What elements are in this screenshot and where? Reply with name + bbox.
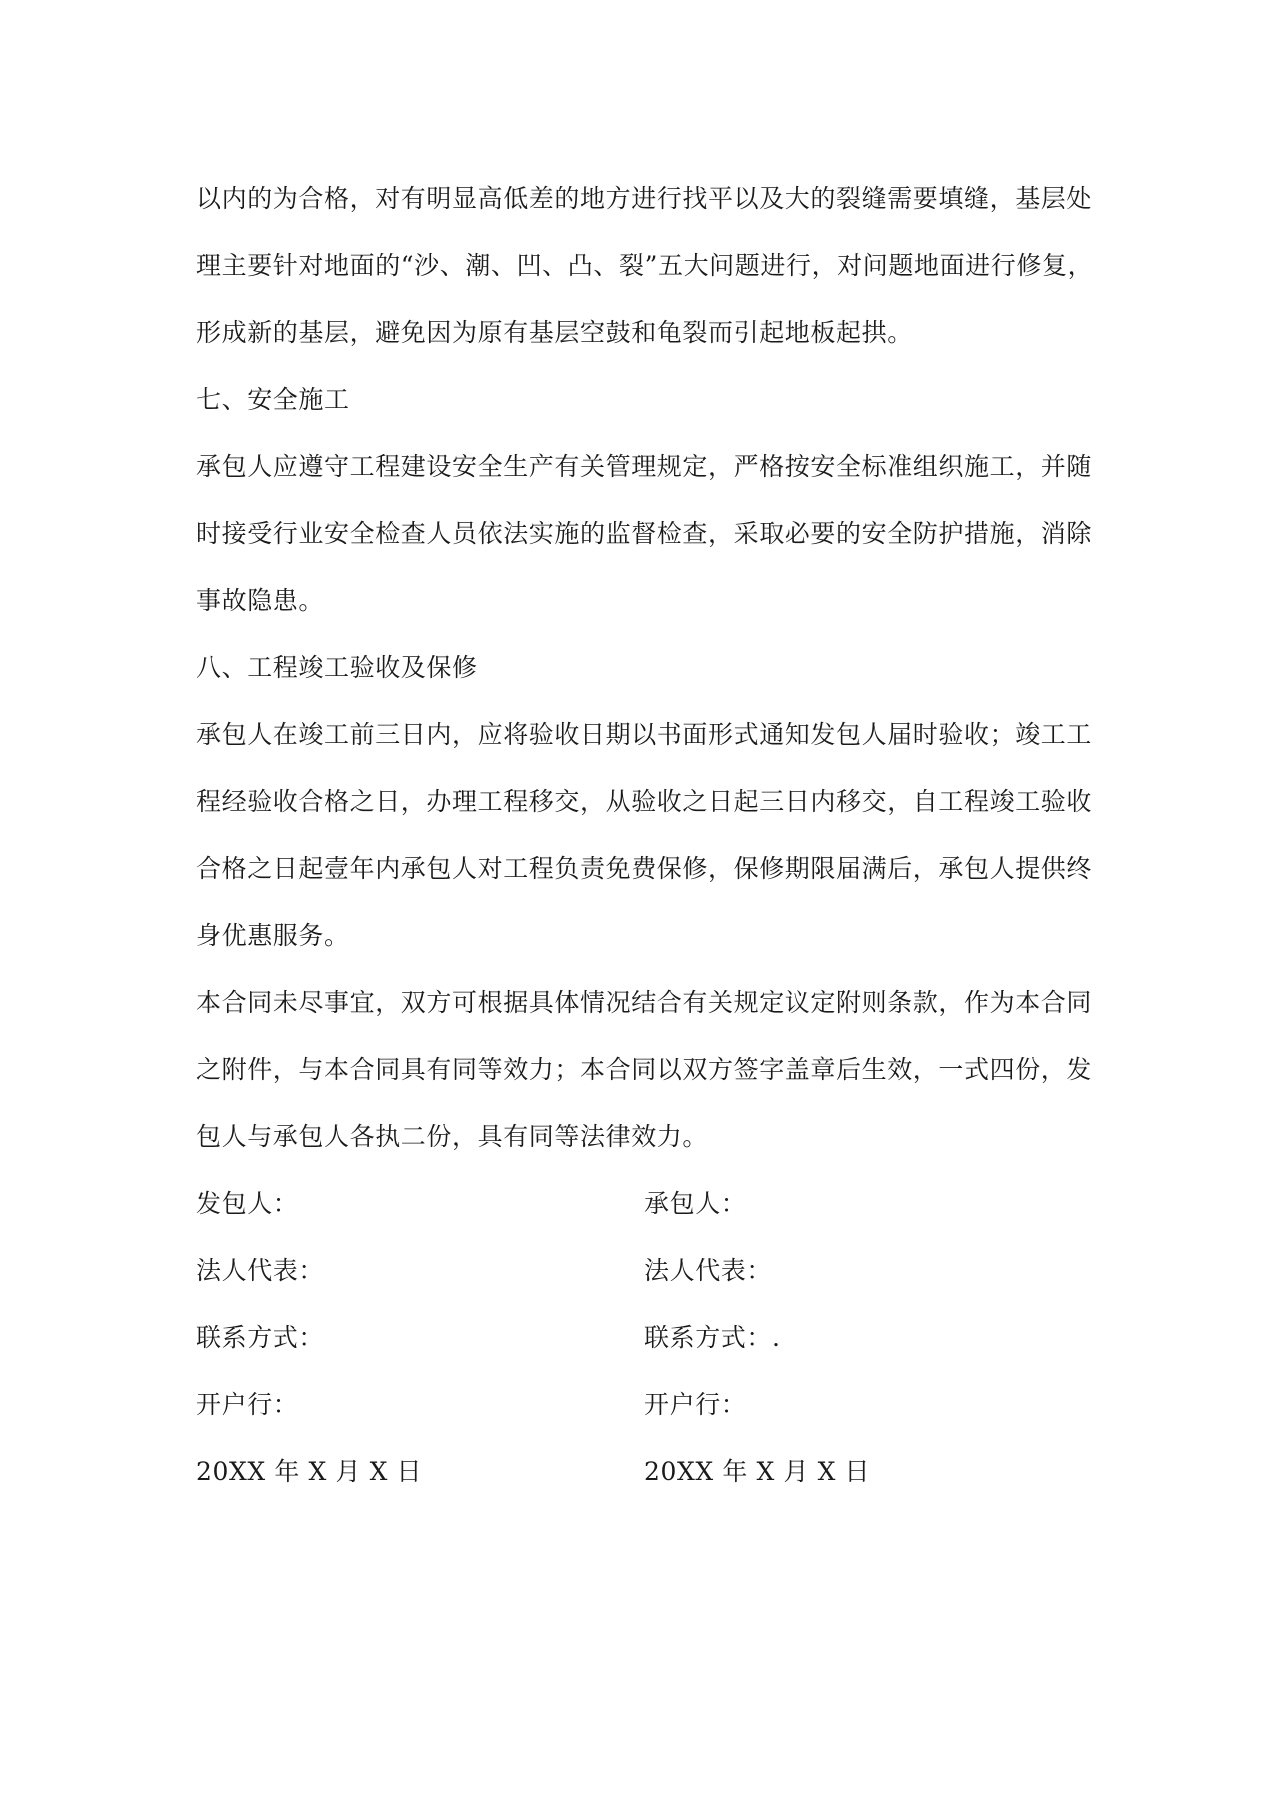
employer-legal-rep-label: 法人代表： — [196, 1256, 325, 1285]
section-7-heading: 七、安全施工 — [196, 385, 350, 414]
closing-line-2: 之附件，与本合同具有同等效力；本合同以双方签字盖章后生效，一式四份，发 — [196, 1055, 1093, 1084]
contractor-contact-label: 联系方式：. — [644, 1323, 781, 1352]
section-8-line-4: 身优惠服务。 — [196, 921, 350, 950]
contractor-date: 20XX 年 X 月 X 日 — [644, 1457, 871, 1486]
contractor-bank-label: 开户行： — [644, 1390, 747, 1419]
employer-label: 发包人： — [196, 1189, 299, 1218]
signature-block — [196, 1170, 1096, 1505]
closing-line-1: 本合同未尽事宜，双方可根据具体情况结合有关规定议定附则条款，作为本合同 — [196, 988, 1093, 1017]
paragraph-6-line-2: 理主要针对地面的“沙、潮、凹、凸、裂”五大问题进行，对问题地面进行修复， — [196, 251, 1094, 280]
signature-row-contact — [196, 1304, 1096, 1371]
contractor-label: 承包人： — [644, 1189, 747, 1218]
section-8-line-3: 合格之日起壹年内承包人对工程负责免费保修，保修期限届满后，承包人提供终 — [196, 854, 1093, 883]
section-8-heading: 八、工程竣工验收及保修 — [196, 653, 478, 682]
contractor-legal-rep-label: 法人代表： — [644, 1256, 773, 1285]
section-8-line-1: 承包人在竣工前三日内，应将验收日期以书面形式通知发包人届时验收；竣工工 — [196, 720, 1093, 749]
paragraph-6-line-3: 形成新的基层，避免因为原有基层空鼓和龟裂而引起地板起拱。 — [196, 318, 913, 347]
employer-date: 20XX 年 X 月 X 日 — [196, 1457, 423, 1486]
paragraph-6-line-1: 以内的为合格，对有明显高低差的地方进行找平以及大的裂缝需要填缝，基层处 — [196, 184, 1093, 213]
signature-row-bank — [196, 1371, 1096, 1438]
section-7-line-2: 时接受行业安全检查人员依法实施的监督检查，采取必要的安全防护措施，消除 — [196, 519, 1093, 548]
closing-line-3: 包人与承包人各执二份，具有同等法律效力。 — [196, 1122, 709, 1151]
section-7-line-1: 承包人应遵守工程建设安全生产有关管理规定，严格按安全标准组织施工，并随 — [196, 452, 1093, 481]
employer-contact-label: 联系方式： — [196, 1323, 325, 1352]
signature-row-party — [196, 1170, 1096, 1237]
signature-row-date — [196, 1438, 1096, 1505]
section-7-line-3: 事故隐患。 — [196, 586, 325, 615]
signature-row-legal-rep — [196, 1237, 1096, 1304]
section-8-line-2: 程经验收合格之日，办理工程移交，从验收之日起三日内移交，自工程竣工验收 — [196, 787, 1093, 816]
employer-bank-label: 开户行： — [196, 1390, 299, 1419]
contract-page — [196, 165, 1096, 1505]
